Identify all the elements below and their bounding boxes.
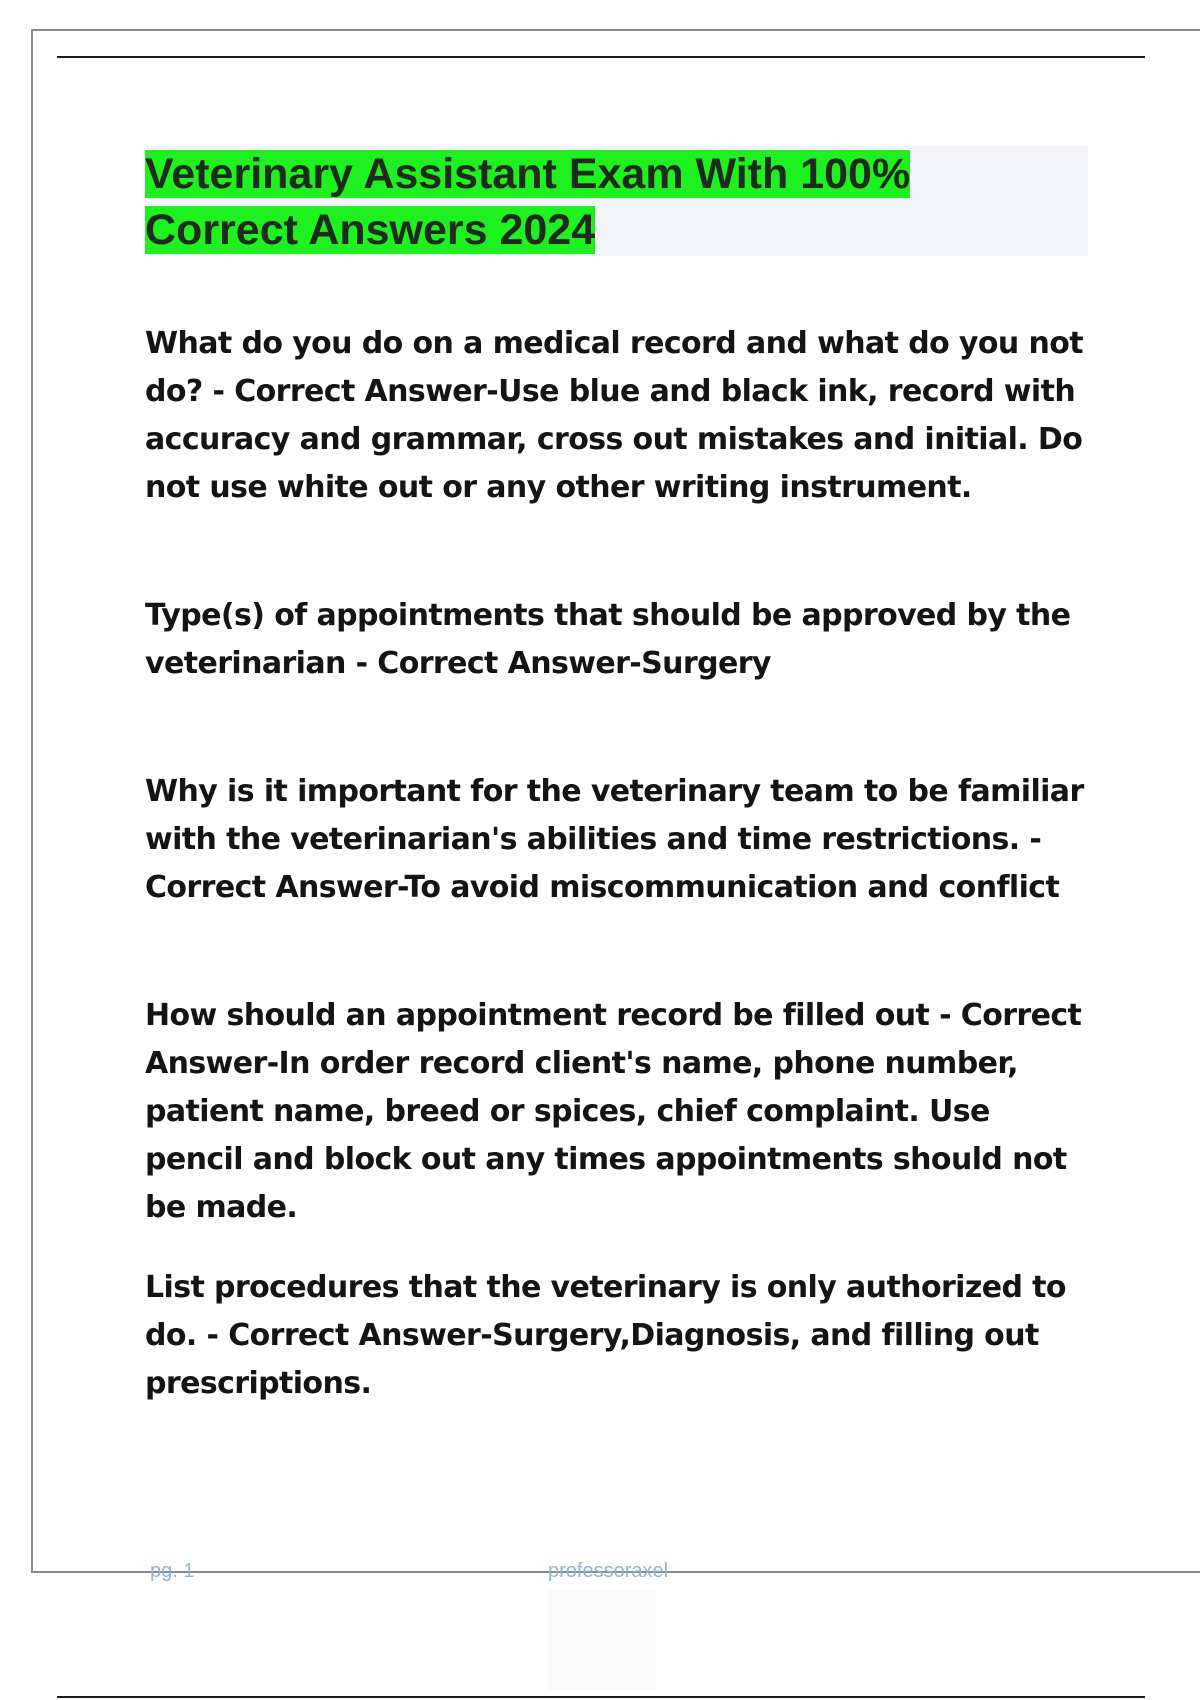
bottom-rule [57, 1696, 1145, 1698]
footer-page-number: pg. 1 [150, 1560, 195, 1582]
top-rule [57, 56, 1145, 58]
qa-item-appointments-approval: Type(s) of appointments that should be approved by the veterinarian - Correct Answer-Surgery [145, 598, 1071, 681]
qa-item-appointment-record: How should an appointment record be filled out - Correct Answer-In order record client's name, phone number, patient name, breed or spices, chief complaint. Use pencil and block out any times appointments should not be made. [145, 998, 1082, 1225]
footer-author: professoraxel [548, 1560, 669, 1582]
qa-item-medical-record: What do you do on a medical record and what do you not do? - Correct Answer-Use blue and black ink, record with accuracy and grammar, cross out mistakes and initial. Do not use white out or any other writing instrument. [145, 326, 1084, 505]
title-block [145, 146, 1088, 256]
title-line-2: Correct Answers 2024 [145, 206, 596, 254]
qa-item-team-familiarity: Why is it important for the veterinary team to be familiar with the veterinarian's abilities and time restrictions. - Correct Answer-To avoid miscommunication and conflict [145, 774, 1084, 905]
title-line-1: Veterinary Assistant Exam With 100% [145, 150, 911, 198]
document-title [145, 146, 1088, 258]
footer-shade [548, 1590, 656, 1690]
qa-item-authorized-procedures: List procedures that the veterinary is only authorized to do. - Correct Answer-Surgery,Diagnosis, and filling out prescriptions. [145, 1270, 1066, 1401]
